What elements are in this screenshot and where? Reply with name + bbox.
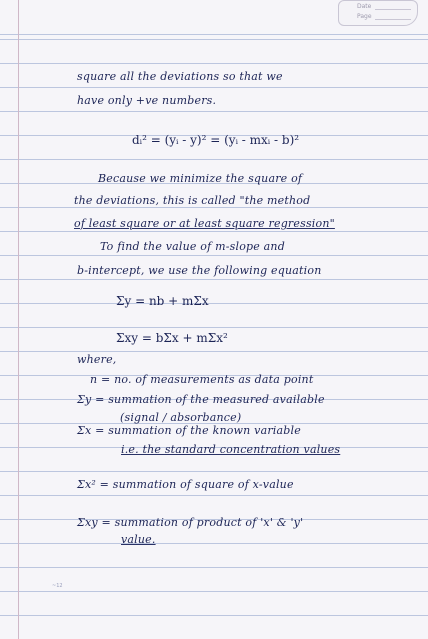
text-line-5: of least square or at least square regression" bbox=[74, 217, 335, 230]
page-line bbox=[375, 19, 411, 20]
date-page-box bbox=[338, 0, 418, 26]
deviation-equation: dᵢ² = (yᵢ - y)² = (yᵢ - mxᵢ - b)² bbox=[132, 133, 300, 147]
text-line-2: have only +ve numbers. bbox=[77, 94, 217, 107]
where-label: where, bbox=[77, 353, 117, 366]
definition-sum-x-cont: i.e. the standard concentration values bbox=[121, 443, 341, 456]
text-line-4: the deviations, this is called "the method bbox=[74, 194, 311, 207]
text-line-1: square all the deviations so that we bbox=[77, 70, 283, 83]
text-line-7: b-intercept, we use the following equation bbox=[77, 264, 322, 277]
definition-sum-y: Σy = summation of the measured available bbox=[77, 393, 325, 406]
footer-mark: ~12 bbox=[52, 583, 63, 589]
definition-sum-xy: Σxy = summation of product of 'x' & 'y' bbox=[77, 516, 304, 529]
text-line-3: Because we minimize the square of bbox=[98, 172, 303, 185]
margin-line bbox=[18, 0, 19, 639]
normal-equation-1: Σy = nb + mΣx bbox=[116, 294, 209, 308]
page-label: Page bbox=[357, 13, 372, 20]
header-rule bbox=[0, 34, 428, 35]
definition-n: n = no. of measurements as data point bbox=[90, 373, 314, 386]
definition-sum-y-cont: (signal / absorbance) bbox=[120, 411, 242, 424]
definition-sum-xy-cont: value. bbox=[121, 533, 156, 546]
normal-equation-2: Σxy = bΣx + mΣx² bbox=[116, 331, 228, 345]
text-line-6: To find the value of m-slope and bbox=[100, 240, 285, 253]
date-line bbox=[375, 9, 411, 10]
definition-sum-x: Σx = summation of the known variable bbox=[77, 424, 301, 437]
date-label: Date bbox=[357, 3, 372, 10]
definition-sum-x-squared: Σx² = summation of square of x-value bbox=[77, 478, 294, 491]
